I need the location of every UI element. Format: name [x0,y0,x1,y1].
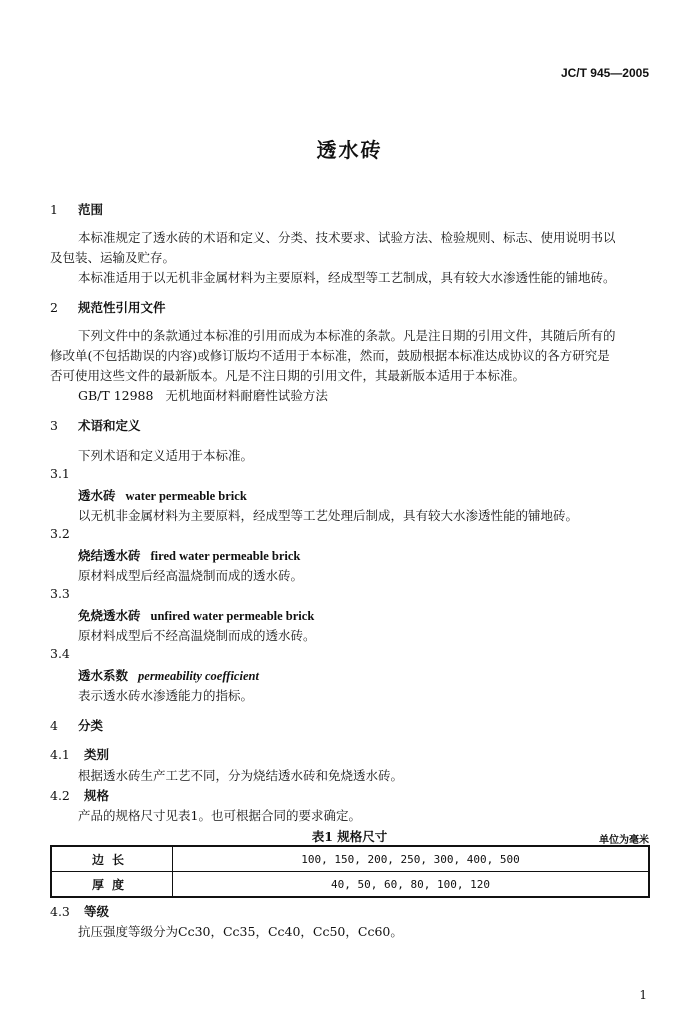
paragraph-line: 及包装、运输及贮存。 [50,250,176,265]
paragraph: 根据透水砖生产工艺不同，分为烧结透水砖和免烧透水砖。 [78,768,404,783]
term-entry [78,486,247,504]
section-number: 4 [50,718,58,733]
subsection-number: 4.2 [50,788,70,803]
section-title: 规范性引用文件 [78,300,166,315]
table-row [51,872,649,898]
page-number: 1 [639,988,647,1002]
term-chinese: 透水系数 [78,668,129,683]
term-chinese: 透水砖 [78,488,116,503]
term-number: 3.4 [50,646,70,661]
row-values: 100, 150, 200, 250, 300, 400, 500 [173,846,650,872]
term-chinese: 免烧透水砖 [78,608,141,623]
section-1-heading [50,200,103,218]
specification-table [50,845,650,898]
row-values: 40, 50, 60, 80, 100, 120 [173,872,650,898]
section-3-heading [50,416,141,434]
term-definition: 原材料成型后经高温烧制而成的透水砖。 [78,568,304,583]
section-number: 1 [50,202,58,217]
paragraph-line: 下列文件中的条款通过本标准的引用而成为本标准的条款。凡是注日期的引用文件，其随后所有的 [78,328,616,343]
section-2-heading [50,298,166,316]
subsection-title: 类别 [84,747,110,762]
subsection-4-2-heading [50,786,109,804]
table-row [51,846,649,872]
normative-reference: GB/T 12988 无机地面材料耐磨性试验方法 [78,388,328,403]
section-title: 术语和定义 [78,418,141,433]
term-entry [78,606,314,624]
term-english: water permeable brick [125,489,247,503]
standard-number: JC/T 945—2005 [560,66,649,80]
term-entry [78,546,300,564]
term-number: 3.1 [50,466,70,481]
section-title: 范围 [78,202,104,217]
paragraph-line: 修改单(不包括勘误的内容)或修订版均不适用于本标准，然而，鼓励根据本标准达成协议的各方研究是 [50,348,610,363]
subsection-4-3-heading [50,902,109,920]
subsection-title: 规格 [84,788,110,803]
term-number: 3.2 [50,526,70,541]
paragraph: 本标准适用于以无机非金属材料为主要原料，经成型等工艺制成，具有较大水渗透性能的铺地砖。 [78,270,616,285]
paragraph: 抗压强度等级分为Cc30，Cc35，Cc40，Cc50，Cc60。 [78,924,403,939]
term-chinese: 烧结透水砖 [78,548,141,563]
term-number: 3.3 [50,586,70,601]
section-title: 分类 [78,718,104,733]
section-number: 2 [50,300,58,315]
term-definition: 以无机非金属材料为主要原料，经成型等工艺处理后制成，具有较大水渗透性能的铺地砖。 [78,508,579,523]
subsection-4-1-heading [50,745,109,763]
subsection-number: 4.3 [50,904,70,919]
section-4-heading [50,716,103,734]
term-definition: 表示透水砖水渗透能力的指标。 [78,688,254,703]
paragraph-line: 本标准规定了透水砖的术语和定义、分类、技术要求、试验方法、检验规则、标志、使用说明书以 [78,230,616,245]
term-english: unfired water permeable brick [150,609,315,623]
subsection-title: 等级 [84,904,110,919]
paragraph-line: 否可使用这些文件的最新版本。凡是不注日期的引用文件，其最新版本适用于本标准。 [50,368,526,383]
section-number: 3 [50,418,58,433]
term-definition: 原材料成型后不经高温烧制而成的透水砖。 [78,628,316,643]
row-label: 厚度 [51,872,173,898]
row-label: 边长 [51,846,173,872]
term-english: permeability coefficient [138,669,259,683]
paragraph: 产品的规格尺寸见表1。也可根据合同的要求确定。 [78,808,361,823]
document-title: 透水砖 [316,138,383,162]
term-english: fired water permeable brick [150,549,301,563]
table-title: 表1 规格尺寸 [311,829,388,844]
term-entry [78,666,259,684]
paragraph: 下列术语和定义适用于本标准。 [78,448,254,463]
table-unit: 单位为毫米 [599,835,649,846]
subsection-number: 4.1 [50,747,70,762]
